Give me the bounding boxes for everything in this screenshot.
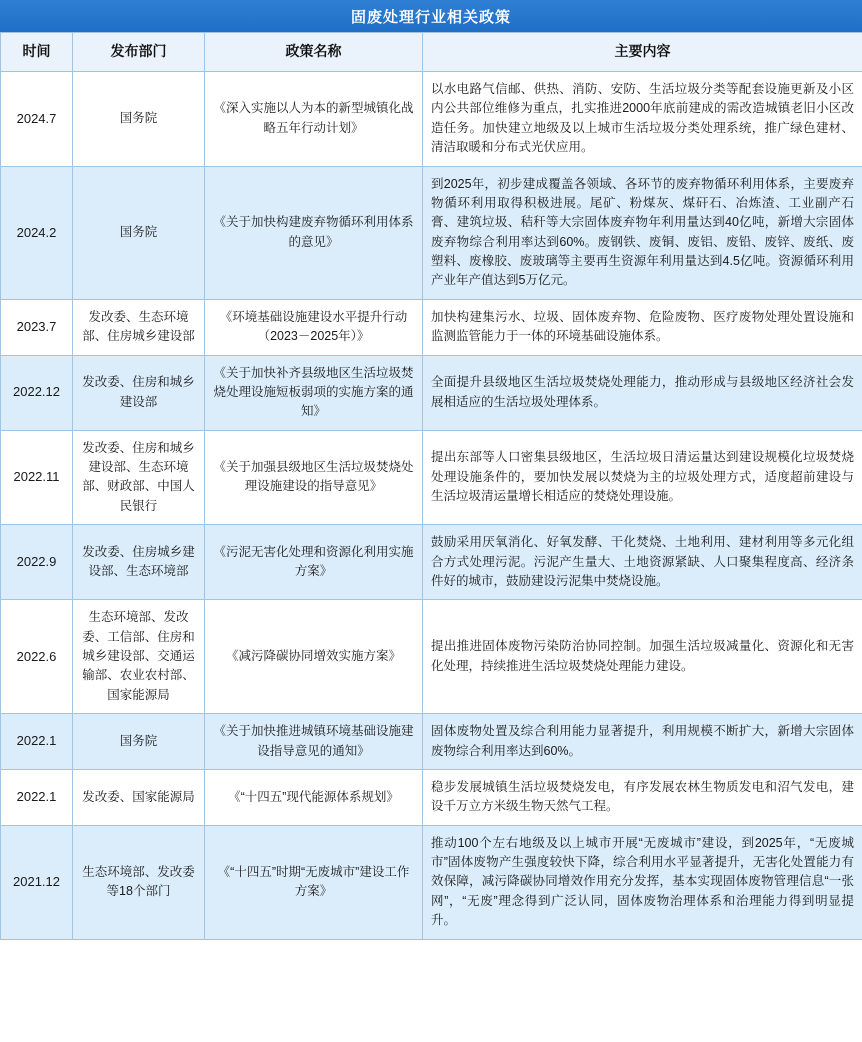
cell-policy-name: 《污泥无害化处理和资源化利用实施方案》 <box>205 525 423 600</box>
cell-time: 2022.1 <box>1 714 73 770</box>
cell-dept: 国务院 <box>73 714 205 770</box>
cell-content: 提出东部等人口密集县级地区，生活垃圾日清运量达到建设规模化垃圾焚烧处理设施条件的，要加快发展以焚烧为主的垃圾处理方式，适度超前建设与生活垃圾清运量增长相适应的焚烧处理设施。 <box>423 430 862 525</box>
table-row <box>1 355 862 430</box>
cell-dept: 生态环境部、发改委等18个部门 <box>73 825 205 939</box>
cell-time: 2023.7 <box>1 299 73 355</box>
cell-policy-name: 《减污降碳协同增效实施方案》 <box>205 600 423 714</box>
policy-table <box>0 32 862 940</box>
cell-policy-name: 《“十四五”时期“无废城市”建设工作方案》 <box>205 825 423 939</box>
cell-policy-name: 《关于加强县级地区生活垃圾焚烧处理设施建设的指导意见》 <box>205 430 423 525</box>
table-row <box>1 72 862 167</box>
cell-dept: 发改委、生态环境部、住房城乡建设部 <box>73 299 205 355</box>
cell-time: 2021.12 <box>1 825 73 939</box>
column-header-name: 政策名称 <box>205 33 423 72</box>
cell-policy-name: 《关于加快构建废弃物循环利用体系的意见》 <box>205 166 423 299</box>
cell-time: 2022.1 <box>1 769 73 825</box>
cell-time: 2024.2 <box>1 166 73 299</box>
cell-policy-name: 《环境基础设施建设水平提升行动（2023－2025年）》 <box>205 299 423 355</box>
cell-content: 推动100个左右地级及以上城市开展“无废城市”建设，到2025年，“无废城市”固体废物产生强度较快下降，综合利用水平显著提升，无害化处置能力有效保障，减污降碳协同增效作用充分发挥，基本实现固体废物管理信息“一张网”，“无废”理念得到广泛认同，固体废物治理体系和治理能力得到明显提升。 <box>423 825 862 939</box>
cell-time: 2022.9 <box>1 525 73 600</box>
cell-content: 固体废物处置及综合利用能力显著提升，利用规模不断扩大，新增大宗固体废物综合利用率达到60%。 <box>423 714 862 770</box>
cell-policy-name: 《深入实施以人为本的新型城镇化战略五年行动计划》 <box>205 72 423 167</box>
cell-time: 2022.6 <box>1 600 73 714</box>
table-row <box>1 600 862 714</box>
table-row <box>1 714 862 770</box>
table-row <box>1 525 862 600</box>
cell-time: 2024.7 <box>1 72 73 167</box>
table-row <box>1 299 862 355</box>
cell-content: 全面提升县级地区生活垃圾焚烧处理能力，推动形成与县级地区经济社会发展相适应的生活垃圾处理体系。 <box>423 355 862 430</box>
cell-content: 到2025年，初步建成覆盖各领域、各环节的废弃物循环利用体系，主要废弃物循环利用取得积极进展。尾矿、粉煤灰、煤矸石、冶炼渣、工业副产石膏、建筑垃圾、秸秆等大宗固体废弃物年利用量达到40亿吨，新增大宗固体废弃物综合利用率达到60%。废钢铁、废铜、废铝、废铅、废锌、废纸、废塑料、废橡胶、废玻璃等主要再生资源年利用量达到4.5亿吨。资源循环利用产业年产值达到5万亿元。 <box>423 166 862 299</box>
cell-dept: 发改委、住房城乡建设部、生态环境部 <box>73 525 205 600</box>
cell-policy-name: 《关于加快补齐县级地区生活垃圾焚烧处理设施短板弱项的实施方案的通知》 <box>205 355 423 430</box>
column-header-content: 主要内容 <box>423 33 862 72</box>
table-row <box>1 769 862 825</box>
cell-time: 2022.11 <box>1 430 73 525</box>
cell-content: 加快构建集污水、垃圾、固体废弃物、危险废物、医疗废物处理处置设施和监测监管能力于一体的环境基础设施体系。 <box>423 299 862 355</box>
cell-dept: 国务院 <box>73 166 205 299</box>
cell-dept: 国务院 <box>73 72 205 167</box>
table-row <box>1 430 862 525</box>
cell-content: 鼓励采用厌氧消化、好氧发酵、干化焚烧、土地利用、建材利用等多元化组合方式处理污泥。污泥产生量大、土地资源紧缺、人口聚集程度高、经济条件好的城市，鼓励建设污泥集中焚烧设施。 <box>423 525 862 600</box>
cell-content: 稳步发展城镇生活垃圾焚烧发电，有序发展农林生物质发电和沼气发电，建设千万立方米级生物天然气工程。 <box>423 769 862 825</box>
table-header-row <box>1 33 862 72</box>
cell-dept: 生态环境部、发改委、工信部、住房和城乡建设部、交通运输部、农业农村部、国家能源局 <box>73 600 205 714</box>
table-row <box>1 825 862 939</box>
column-header-dept: 发布部门 <box>73 33 205 72</box>
cell-content: 提出推进固体废物污染防治协同控制。加强生活垃圾减量化、资源化和无害化处理，持续推进生活垃圾焚烧处理能力建设。 <box>423 600 862 714</box>
cell-time: 2022.12 <box>1 355 73 430</box>
cell-dept: 发改委、住房和城乡建设部 <box>73 355 205 430</box>
table-row <box>1 166 862 299</box>
cell-dept: 发改委、国家能源局 <box>73 769 205 825</box>
cell-dept: 发改委、住房和城乡建设部、生态环境部、财政部、中国人民银行 <box>73 430 205 525</box>
cell-content: 以水电路气信邮、供热、消防、安防、生活垃圾分类等配套设施更新及小区内公共部位维修为重点，扎实推进2000年底前建成的需改造城镇老旧小区改造任务。加快建立地级及以上城市生活垃圾分类处理系统，推广绿色建材、清洁取暖和分布式光伏应用。 <box>423 72 862 167</box>
cell-policy-name: 《“十四五”现代能源体系规划》 <box>205 769 423 825</box>
page-title: 固废处理行业相关政策 <box>0 0 862 32</box>
column-header-time: 时间 <box>1 33 73 72</box>
cell-policy-name: 《关于加快推进城镇环境基础设施建设指导意见的通知》 <box>205 714 423 770</box>
